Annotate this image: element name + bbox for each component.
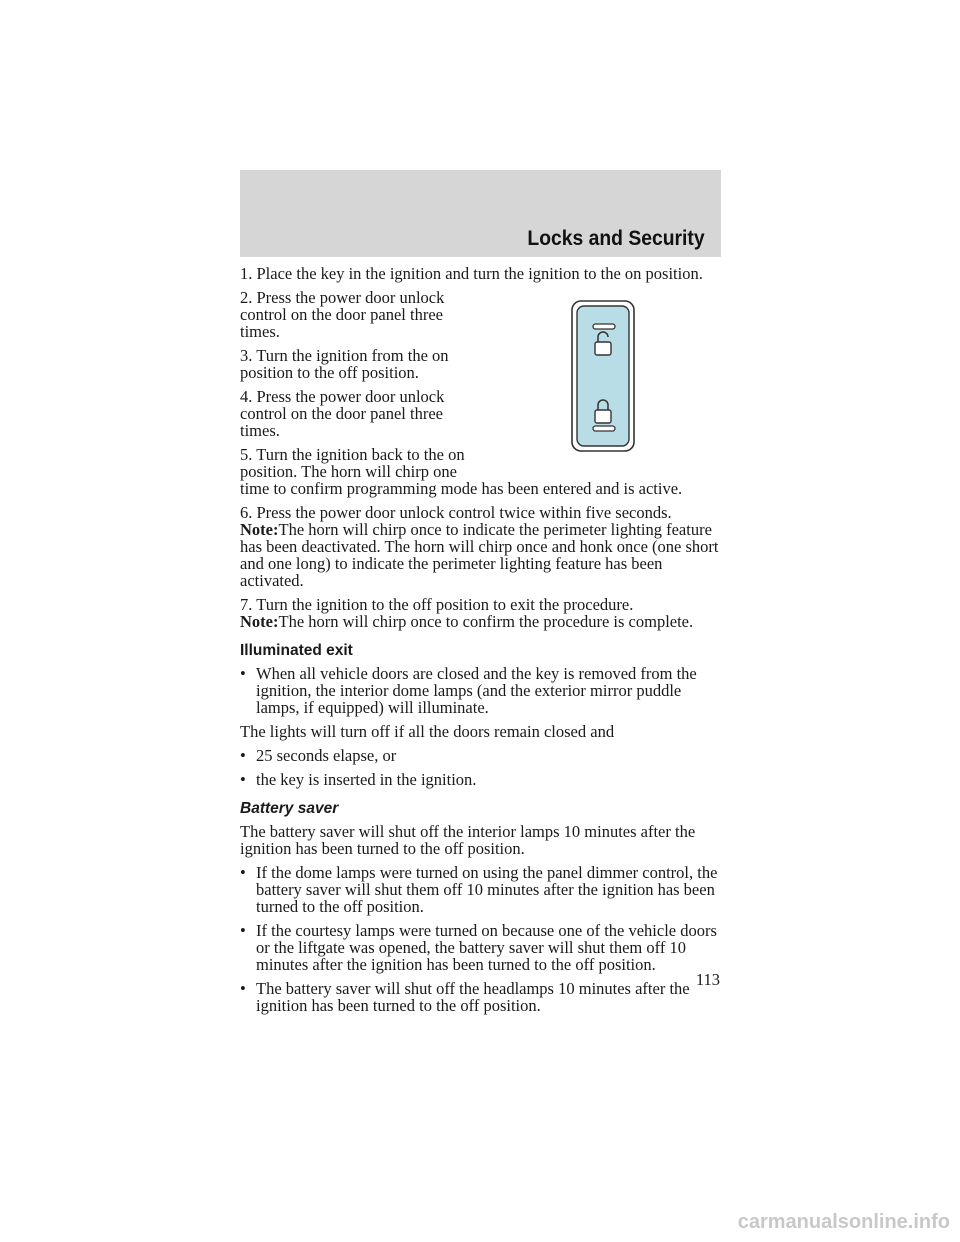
step-6: 6. Press the power door unlock control twice within five seconds. — [240, 503, 672, 522]
illuminated-exit-heading: Illuminated exit — [240, 642, 353, 659]
battery-saver-intro: The battery saver will shut off the interior lamps 10 minutes after the ignition has been turned to the off position. — [240, 822, 696, 858]
watermark[interactable]: carmanualsonline.info — [737, 1211, 950, 1233]
bullet-icon: • — [240, 979, 246, 998]
section-title: Locks and Security — [527, 227, 705, 250]
page-number: 113 — [695, 970, 720, 989]
document-body — [240, 265, 725, 1021]
step-4: 4. Press the power door unlock control on the door panel three times. — [240, 387, 445, 440]
bullet-icon: • — [240, 863, 246, 882]
bullet-icon: • — [240, 746, 246, 765]
note-2 — [240, 613, 725, 630]
list-item: • If the dome lamps were turned on using the panel dimmer control, the battery saver will shut them off 10 minutes after the ignition has been turned to the off position. — [240, 863, 718, 916]
step-5: 5. Turn the ignition back to the on position. The horn will chirp one time to confirm programming mode has been entered and is active. — [240, 445, 683, 498]
section-header-bar — [240, 170, 721, 257]
bullet-icon: • — [240, 921, 246, 940]
note-1 — [240, 521, 725, 589]
list-item: • When all vehicle doors are closed and the key is removed from the ignition, the interior dome lamps (and the exterior mirror puddle lamps, if equipped) will illuminate. — [240, 664, 697, 717]
note-label: Note: — [240, 520, 279, 539]
list-item: • If the courtesy lamps were turned on because one of the vehicle doors or the liftgate was opened, the battery saver will shut them off 10 minutes after the ignition has been turned to the off position. — [240, 921, 717, 974]
bullet-icon: • — [240, 770, 246, 789]
note-1-text: The horn will chirp once to indicate the perimeter lighting feature has been deactivated. The horn will chirp once and honk once (one short and one long) to indicate the perimeter lighting feature has been activated. — [240, 520, 719, 590]
bullet-icon: • — [240, 664, 246, 683]
illuminated-exit-intro: The lights will turn off if all the doors remain closed and — [240, 722, 615, 741]
step-3: 3. Turn the ignition from the on position to the off position. — [240, 346, 449, 382]
note-2-text: The horn will chirp once to confirm the procedure is complete. — [278, 612, 694, 631]
note-label: Note: — [240, 612, 279, 631]
list-item: • the key is inserted in the ignition. — [240, 770, 477, 789]
list-item: • 25 seconds elapse, or — [240, 746, 397, 765]
battery-saver-heading: Battery saver — [240, 800, 339, 817]
step-7: 7. Turn the ignition to the off position to exit the procedure. — [240, 595, 634, 614]
step-1: 1. Place the key in the ignition and turn the ignition to the on position. — [240, 264, 703, 283]
list-item: • The battery saver will shut off the headlamps 10 minutes after the ignition has been turned to the off position. — [240, 979, 690, 1015]
step-2: 2. Press the power door unlock control on the door panel three times. — [240, 288, 445, 341]
